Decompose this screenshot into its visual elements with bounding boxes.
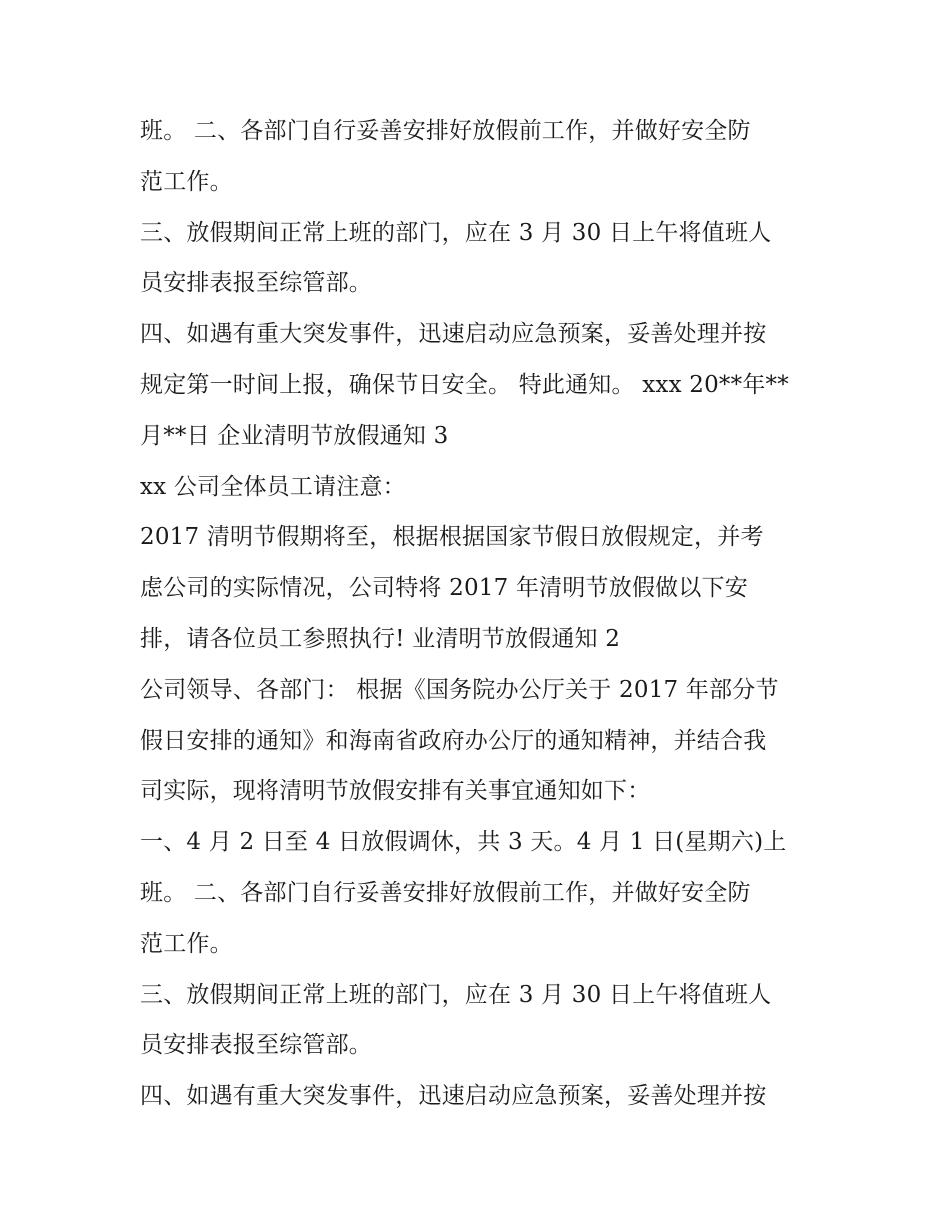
- text-line: 员安排表报至综管部。: [140, 1032, 372, 1059]
- text-line: 公司领导、各部门： 根据《国务院办公厅关于 2017 年部分节: [140, 676, 779, 703]
- document-body: [140, 106, 820, 1122]
- text-line: 三、放假期间正常上班的部门，应在 3 月 30 日上午将值班人: [140, 219, 772, 246]
- text-line: 排，请各位员工参照执行! 业清明节放假通知 2: [140, 625, 621, 652]
- text-line: 2017 清明节假期将至，根据根据国家节假日放假规定，并考: [140, 524, 764, 551]
- text-line: 范工作。: [140, 168, 233, 195]
- text-line: 四、如遇有重大突发事件，迅速启动应急预案，妥善处理并按: [140, 1083, 767, 1110]
- text-line: 虑公司的实际情况，公司特将 2017 年清明节放假做以下安: [140, 575, 748, 602]
- text-line: 月**日 企业清明节放假通知 3: [140, 422, 449, 449]
- text-line: 班。 二、各部门自行妥善安排好放假前工作，并做好安全防: [140, 879, 751, 906]
- text-line: 三、放假期间正常上班的部门，应在 3 月 30 日上午将值班人: [140, 981, 772, 1008]
- text-line: 规定第一时间上报，确保节日安全。 特此通知。 xxx 20**年**: [140, 371, 789, 398]
- text-line: 范工作。: [140, 930, 233, 957]
- text-line: xx 公司全体员工请注意：: [140, 473, 406, 500]
- text-line: 司实际，现将清明节放假安排有关事宜通知如下：: [140, 778, 651, 805]
- text-line: 班。 二、各部门自行妥善安排好放假前工作，并做好安全防: [140, 118, 751, 144]
- text-line: 员安排表报至综管部。: [140, 270, 372, 297]
- text-line: 四、如遇有重大突发事件，迅速启动应急预案，妥善处理并按: [140, 321, 767, 348]
- text-line: 一、4 月 2 日至 4 日放假调休，共 3 天。4 月 1 日(星期六)上: [140, 829, 787, 856]
- text-line: 假日安排的通知》和海南省政府办公厅的通知精神，并结合我: [140, 727, 767, 754]
